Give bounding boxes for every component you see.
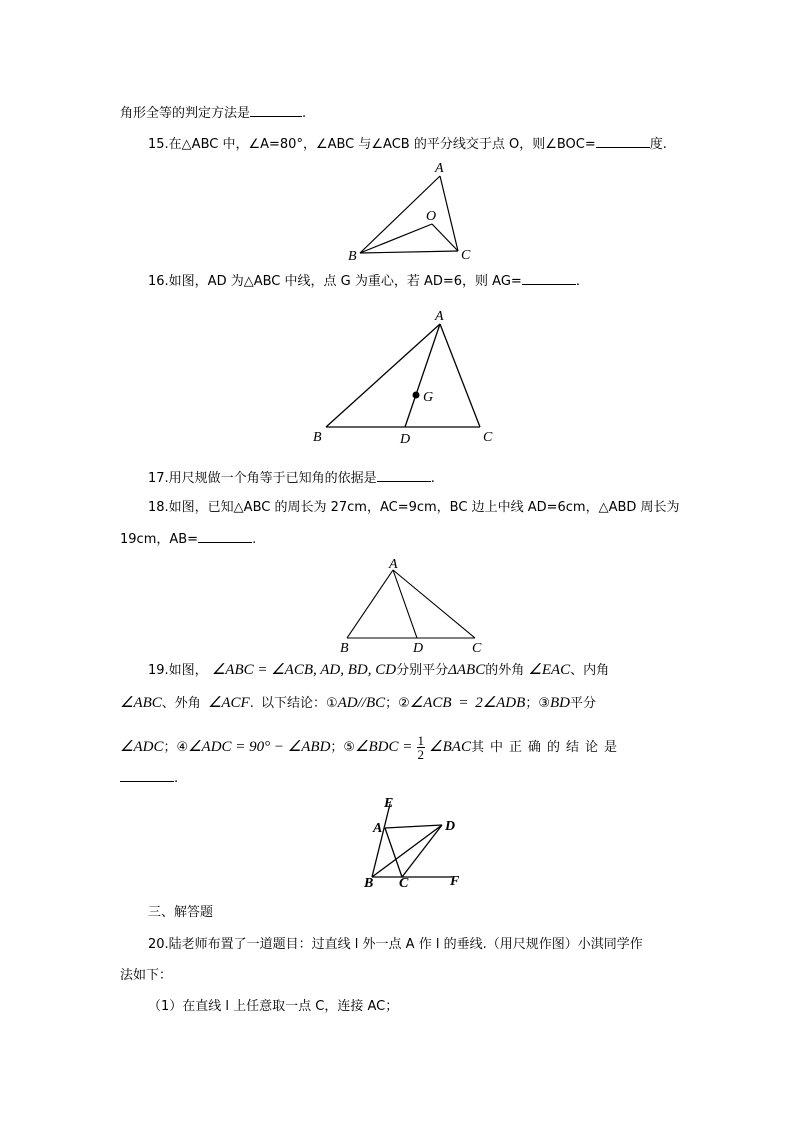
period: . <box>174 771 179 786</box>
math-expression: ∠ACF <box>207 695 250 711</box>
period: . <box>252 532 257 547</box>
math-expression: ∠ADC = 90° − ∠ABD <box>188 739 331 755</box>
math-expression: ∠ABC <box>120 695 162 711</box>
figure-19 <box>360 798 470 890</box>
label-B: B <box>313 430 322 445</box>
text: ；② <box>385 696 410 711</box>
text: 分别平分 <box>396 663 449 678</box>
fraction-numerator: 1 <box>417 733 425 748</box>
label-D: D <box>413 641 424 656</box>
math-expression: ΔABC <box>448 662 486 678</box>
figure-18 <box>335 556 495 656</box>
answer-blank[interactable] <box>377 469 431 482</box>
question-17 <box>148 469 435 488</box>
label-A: A <box>389 557 398 572</box>
math-expression: ∠BDC = <box>355 739 413 755</box>
figure-16 <box>308 306 508 448</box>
label-C: C <box>399 876 409 891</box>
label-B: B <box>348 249 357 264</box>
text: ；③ <box>525 696 550 711</box>
segment-AB <box>347 570 393 638</box>
fraction-one-half <box>417 734 426 761</box>
answer-blank[interactable] <box>250 104 302 117</box>
question-16 <box>148 272 580 291</box>
label-A: A <box>373 821 383 836</box>
math-expression: ∠EAC <box>528 662 571 678</box>
segment-AC <box>440 324 480 427</box>
text: 、外角 <box>161 696 201 711</box>
math-expression: ∠ACB = 2∠ADB <box>409 695 526 711</box>
q14-tail <box>120 104 306 123</box>
centroid-point <box>413 392 420 399</box>
text: 平分 <box>569 696 596 711</box>
segment-AC <box>440 176 458 251</box>
q14-tail-text: 角形全等的判定方法是 <box>120 106 251 121</box>
question-20-line2: 法如下： <box>120 968 173 983</box>
period: . <box>575 274 580 289</box>
math-expression: ∠BAC <box>429 739 471 755</box>
text: 其中正确的结论是 <box>470 740 623 755</box>
question-20-step1: （1）在直线 l 上任意取一点 C，连接 AC； <box>148 999 399 1014</box>
question-18-line1: 18.如图，已知△ABC 的周长为 27cm，AC=9cm，BC 边上中线 AD=6cm，△ABD 周长为 <box>148 500 680 515</box>
math-expression: ∠ABC = ∠ACB, AD, BD, CD <box>211 662 397 678</box>
question-15 <box>148 135 667 154</box>
period: . <box>430 471 435 486</box>
label-O: O <box>426 209 437 224</box>
label-B: B <box>340 641 349 656</box>
text: 的外角 <box>485 663 525 678</box>
math-expression: BD <box>549 695 570 711</box>
label-B: B <box>364 876 374 891</box>
label-D: D <box>400 432 411 447</box>
label-C: C <box>461 248 471 263</box>
question-15-end: 度. <box>649 137 667 152</box>
question-18-text: 19cm，AB= <box>120 532 199 547</box>
question-19-line2 <box>120 694 596 713</box>
fraction-denominator: 2 <box>417 747 425 762</box>
section-heading: 三、解答题 <box>148 905 214 920</box>
segment-BO <box>360 224 432 253</box>
label-G: G <box>423 390 434 405</box>
question-20-line1: 20.陆老师布置了一道题目：过直线 l 外一点 A 作 l 的垂线.（用尺规作图）小淇同学作 <box>148 937 643 952</box>
text: ；⑤ <box>330 740 356 755</box>
label-C: C <box>472 641 482 656</box>
question-16-text: 16.如图，AD 为△ABC 中线，点 G 为重心，若 AD=6，则 AG= <box>148 274 522 289</box>
segment-AC <box>385 828 402 877</box>
answer-blank[interactable] <box>522 272 576 285</box>
question-15-text: 15.在△ABC 中，∠A=80°，∠ABC 与∠ACB 的平分线交于点 O，则∠BOC= <box>148 137 596 152</box>
label-C: C <box>483 430 493 445</box>
answer-blank[interactable] <box>596 135 650 148</box>
label-E: E <box>384 796 394 811</box>
question-19-prefix: 19.如图， <box>148 663 208 678</box>
text: . 以下结论：① <box>249 696 338 711</box>
question-19-line3 <box>120 732 623 763</box>
answer-blank[interactable] <box>198 530 252 543</box>
question-17-text: 17.用尺规做一个角等于已知角的依据是 <box>148 471 377 486</box>
label-D: D <box>445 819 456 834</box>
segment-BC <box>360 251 458 253</box>
question-19-line4 <box>120 769 178 788</box>
label-A: A <box>435 161 444 176</box>
segment-AD <box>385 825 442 828</box>
label-F: F <box>450 874 460 889</box>
math-expression: AD//BC <box>337 695 386 711</box>
text: 、内角 <box>570 663 610 678</box>
text: ；④ <box>163 740 189 755</box>
period: . <box>302 106 307 121</box>
math-expression: ∠ADC <box>120 739 164 755</box>
question-19-line1 <box>148 661 609 680</box>
question-18-line2 <box>120 530 256 549</box>
answer-blank[interactable] <box>120 769 174 782</box>
segment-OC <box>432 224 458 251</box>
figure-15 <box>340 158 480 268</box>
label-A: A <box>435 309 444 324</box>
